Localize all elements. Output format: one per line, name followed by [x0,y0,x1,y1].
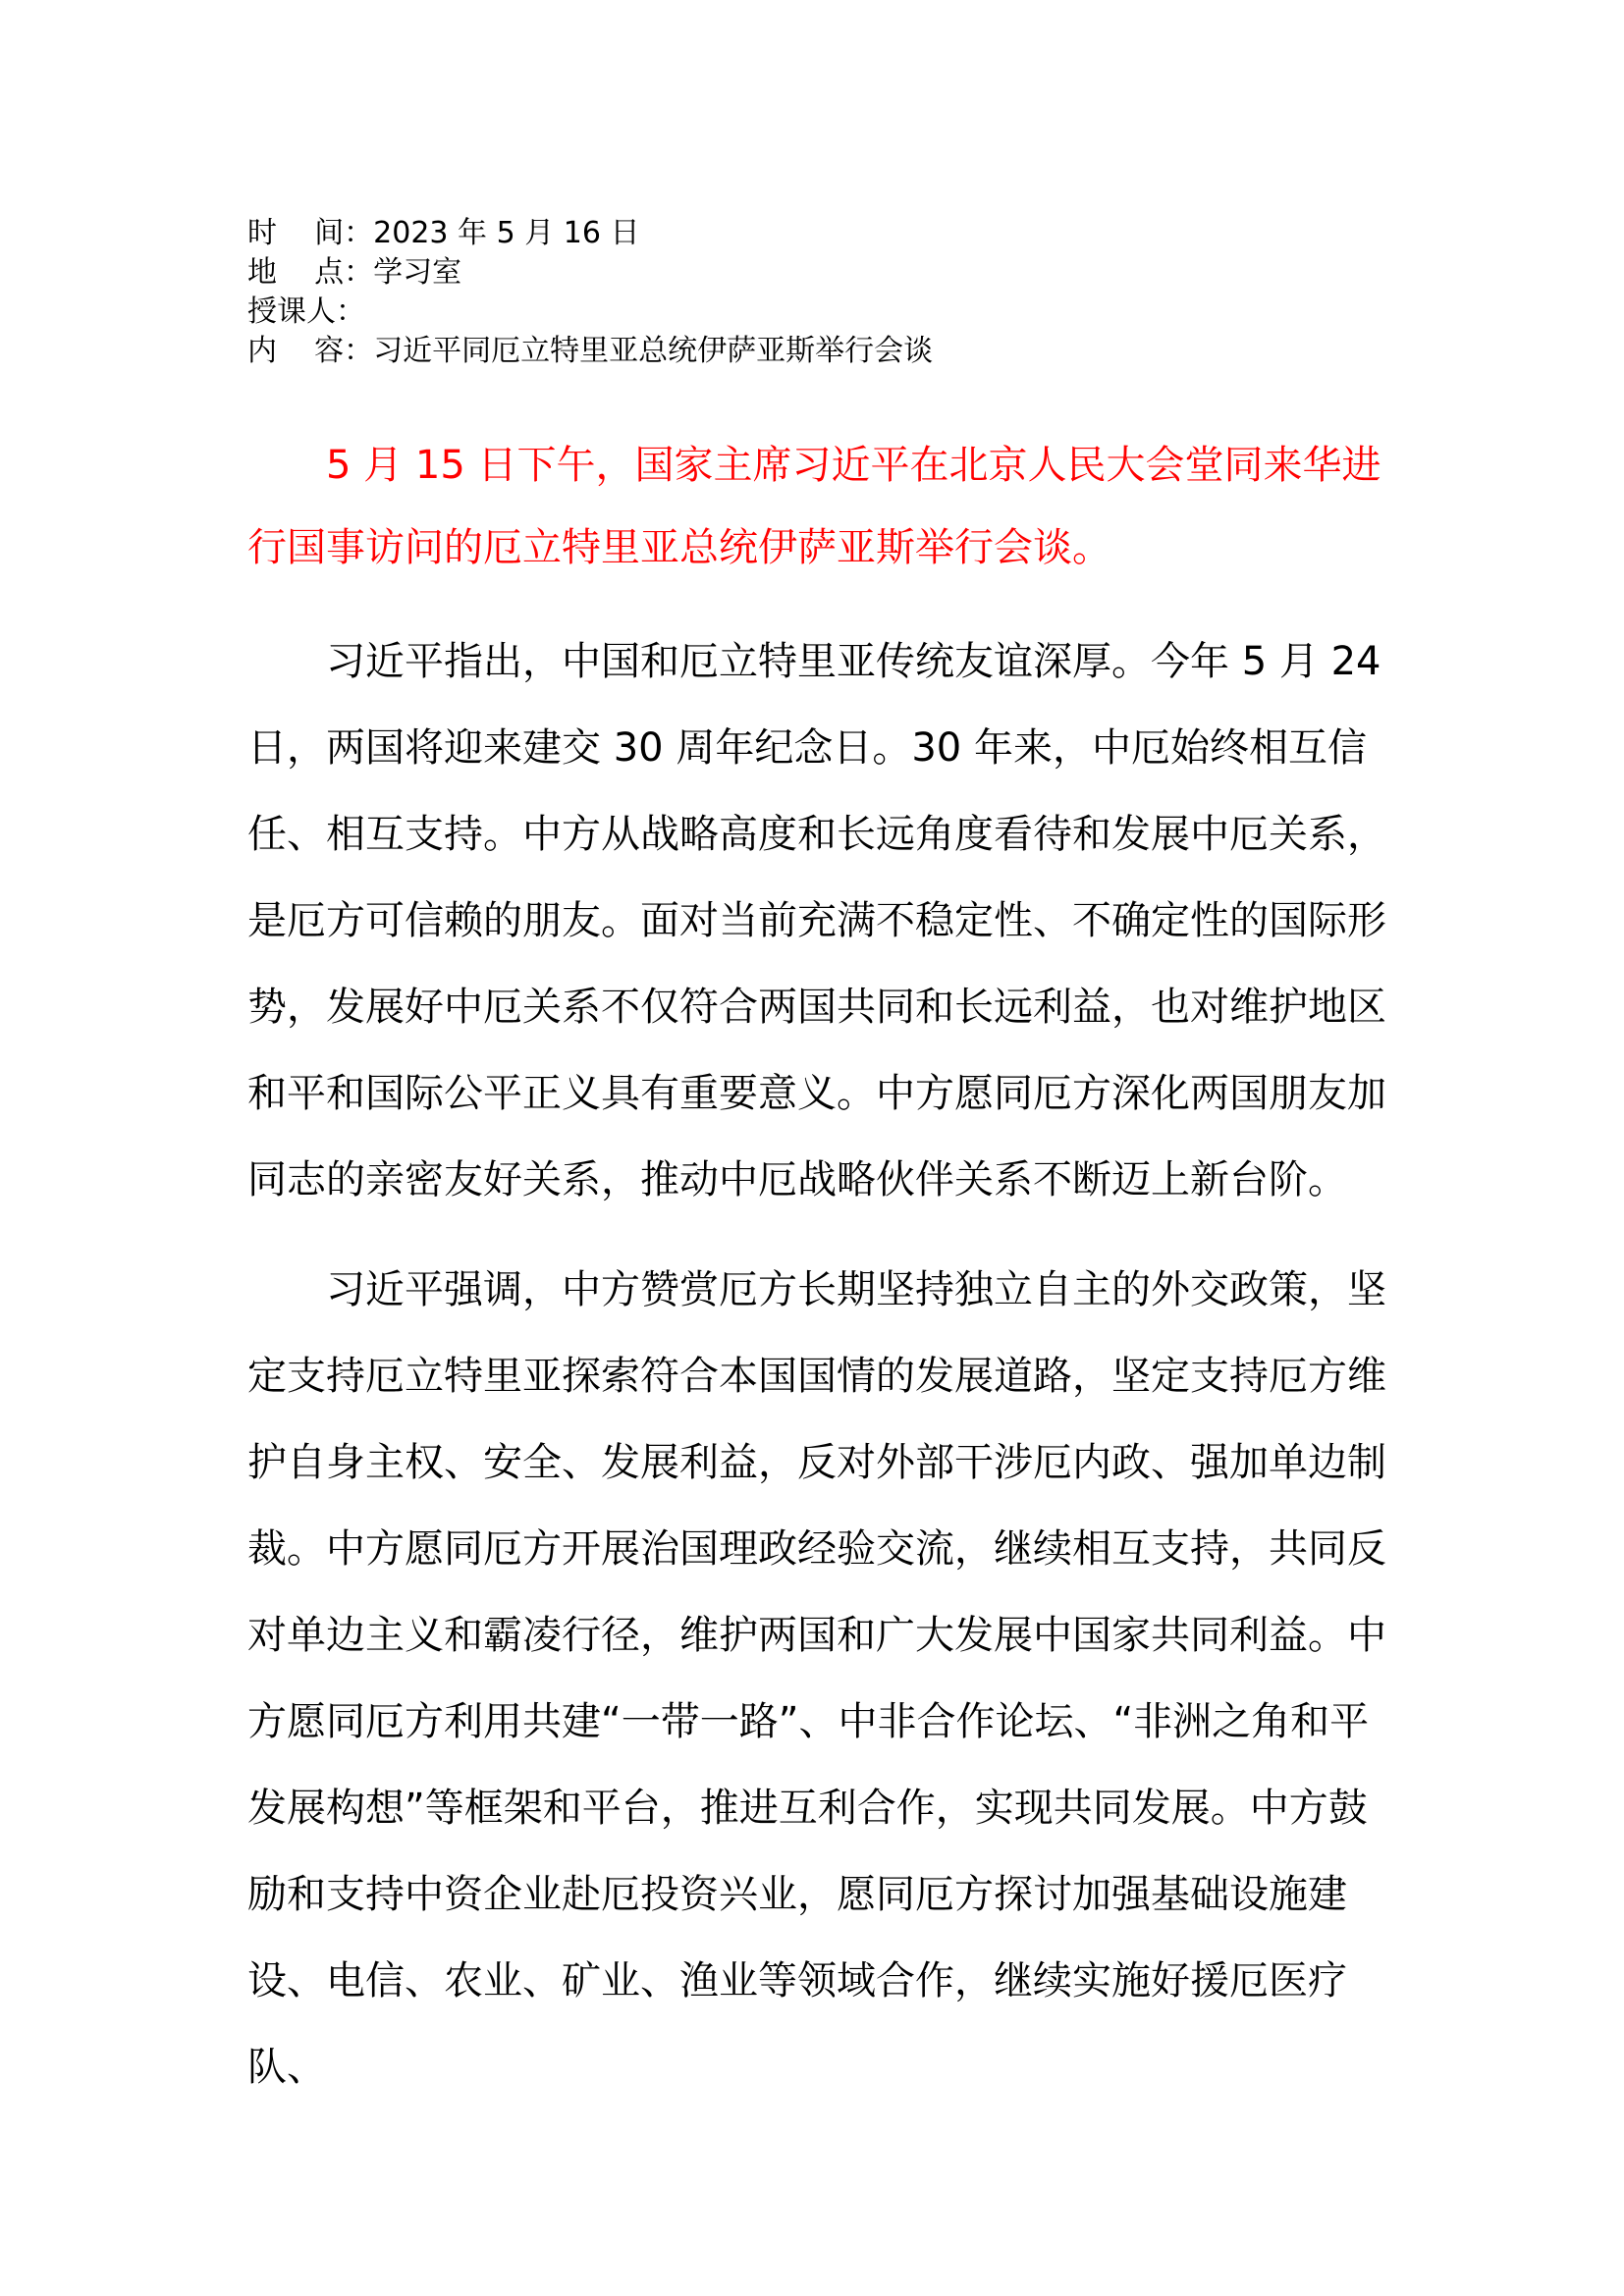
body-paragraph-1: 习近平指出，中国和厄立特里亚传统友谊深厚。今年 5 月 24 日，两国将迎来建交 30 周年纪念日。30 年来，中厄始终相互信任、相互支持。中方从战略高度和长远角度看待和发展中厄关系，是厄方可信赖的朋友。面对当前充满不稳定性、不确定性的国际形势，发展好中厄关系不仅符合两国共同和长远利益，也对维护地区和平和国际公平正义具有重要意义。中方愿同厄方深化两国朋友加同志的亲密友好关系，推动中厄战略伙伴关系不断迈上新台阶。 [247,639,1386,1202]
meta-place-row [247,253,1406,293]
lead-paragraph: 5 月 15 日下午，国家主席习近平在北京人民大会堂同来华进行国事访问的厄立特里亚总统伊萨亚斯举行会谈。 [247,443,1381,570]
meta-content-label: 内 容： [247,334,374,368]
meta-lecturer-row [247,293,1406,332]
meta-place-label: 地 点： [247,255,374,290]
meta-place-value: 学习室 [373,255,462,290]
meta-lecturer-label: 授课人： [247,294,365,329]
meta-content-value: 习近平同厄立特里亚总统伊萨亚斯举行会谈 [373,334,934,368]
meta-content-row [247,332,1406,371]
meta-time-label: 时 间： [247,216,374,250]
meta-time-value: 2023 年 5 月 16 日 [373,216,640,250]
lesson-meta [247,214,1406,371]
meta-time-row [247,214,1406,253]
body-paragraph-2: 习近平强调，中方赞赏厄方长期坚持独立自主的外交政策，坚定支持厄立特里亚探索符合本国国情的发展道路，坚定支持厄方维护自身主权、安全、发展利益，反对外部干涉厄内政、强加单边制裁。中方愿同厄方开展治国理政经验交流，继续相互支持，共同反对单边主义和霸凌行径，维护两国和广大发展中国家共同利益。中方愿同厄方利用共建“一带一路”、中非合作论坛、“非洲之角和平发展构想”等框架和平台，推进互利合作，实现共同发展。中方鼓励和支持中资企业赴厄投资兴业，愿同厄方探讨加强基础设施建设、电信、农业、矿业、渔业等领域合作，继续实施好援厄医疗队、 [247,1267,1386,2090]
